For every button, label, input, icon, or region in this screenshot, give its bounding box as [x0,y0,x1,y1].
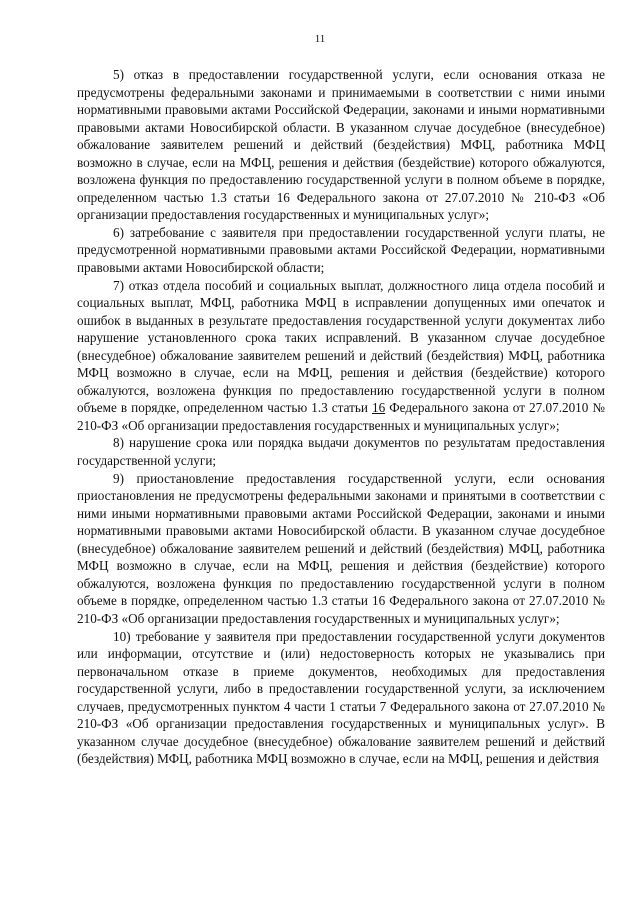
paragraph-item-10: 10) требование у заявителя при предоставлении государственной услуги документов или информации, отсутствие и (или) недостоверность которых не указывались при первоначальном отказе в приеме документов, необходимых для предоставления государственной услуги, либо в предоставлении государственной услуги, за исключением случаев, предусмотренных пунктом 4 части 1 статьи 7 Федерального закона от 27.07.2010 № 210-ФЗ «Об организации предоставления государственных и муниципальных услуг». В указанном случае досудебное (внесудебное) обжалование заявителем решений и действий (бездействия) МФЦ, работника МФЦ возможно в случае, если на МФЦ, решения и действия [77,628,605,767]
paragraph-item-8: 8) нарушение срока или порядка выдачи документов по результатам предоставления государственной услуги; [77,435,605,469]
paragraph-item-7-text-end: Федерального закона от 27.07.2010 № 210-ФЗ «Об организации предоставления государственных и муниципальных услуг»; [77,400,606,433]
paragraph-item-6: 6) затребование с заявителя при предоставлении государственной услуги платы, не предусмотренной нормативными правовыми актами Российской Федерации, нормативными правовыми актами Новосибирской области; [77,224,605,276]
underlined-article-number: 16 [372,400,386,416]
document-body [77,66,605,768]
page-number: 11 [314,33,326,45]
paragraph-item-7 [77,277,605,435]
paragraph-item-9: 9) приостановление предоставления государственной услуги, если основания приостановления не предусмотрены федеральными законами и принятыми в соответствии с ними иными нормативными правовыми актами Российской Федерации, законами и иными нормативными правовыми актами Новосибирской области. В указанном случае досудебное (внесудебное) обжалование заявителем решений и действий (бездействия) МФЦ, работника МФЦ возможно в случае, если на МФЦ, решения и действия (бездействие) которого обжалуются, возложена функция по предоставлению государственной услуги в полном объеме в порядке, определенном частью 1.3 статьи 16 Федерального закона от 27.07.2010 № 210-ФЗ «Об организации предоставления государственных и муниципальных услуг»; [77,470,605,626]
paragraph-item-5: 5) отказ в предоставлении государственной услуги, если основания отказа не предусмотрены федеральными законами и принимаемыми в соответствии с ними иными нормативными правовыми актами Российской Федерации, законами и иными нормативными правовыми актами Новосибирской области. В указанном случае досудебное (внесудебное) обжалование заявителем решений и действий (бездействия) МФЦ, работника МФЦ возможно в случае, если на МФЦ, решения и действия (бездействие) которого обжалуются, возложена функция по предоставлению государственной услуги в полном объеме в порядке, определенном частью 1.3 статьи 16 Федерального закона от 27.07.2010 № 210-ФЗ «Об организации предоставления государственных и муниципальных услуг»; [77,67,605,223]
paragraph-item-7-text-start: 7) отказ отдела пособий и социальных выплат, должностного лица отдела пособий и социальных выплат, МФЦ, работника МФЦ в исправлении допущенных ими опечаток и ошибок в выданных в результате предоставления государственной услуги документах либо нарушение установленного срока таких исправлений. В указанном случае досудебное (внесудебное) обжалование заявителем решений и действий (бездействия) МФЦ, работника МФЦ возможно в случае, если на МФЦ, решения и действия (бездействие) которого обжалуются, возложена функция по предоставлению государственной услуги в полном объеме в порядке, определенном частью 1.3 статьи [77,277,605,416]
